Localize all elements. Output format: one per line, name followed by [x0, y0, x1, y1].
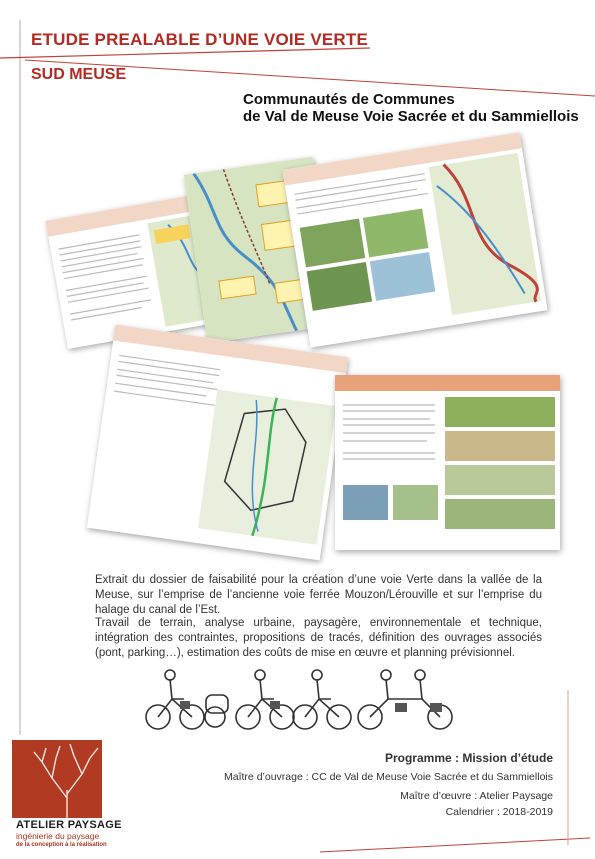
cyclists-illustration — [140, 665, 470, 735]
page-subtitle: SUD MEUSE — [31, 66, 127, 83]
tree-icon — [12, 740, 102, 818]
client-line-2: de Val de Meuse Voie Sacrée et du Sammiellois — [243, 108, 579, 125]
client-line-1: Communautés de Communes — [243, 91, 455, 108]
report-page-annexe — [282, 132, 547, 347]
logo-name: ATELIER PAYSAGE — [16, 819, 122, 831]
environment-illustration — [335, 375, 560, 550]
report-page-environment — [335, 375, 560, 550]
report-collage — [50, 140, 570, 560]
page-title: ETUDE PREALABLE D’UNE VOIE VERTE — [31, 30, 368, 49]
description-paragraph-2: Travail de terrain, analyse urbaine, paysagère, environnementale et technique, intégration des contraintes, propositions de tracés, définition des ouvrages associés (pont, parking…), estimation des coûts de mise en œuvre et planning prévisionnel. — [95, 617, 542, 659]
doc-header-bar — [335, 375, 560, 391]
maitre-oeuvre-line: Maître d’œuvre : Atelier Paysage — [400, 790, 553, 802]
maitre-ouvrage-line: Maître d’ouvrage : CC de Val de Meuse Voie Sacrée et du Sammiellois — [224, 771, 553, 783]
logo-tagline-2: de la conception à la réalisation — [16, 842, 107, 848]
logo-tagline-1: ingénierie du paysage — [16, 831, 100, 841]
client-name — [243, 91, 579, 125]
description-paragraph-1: Extrait du dossier de faisabilité pour la création d’une voie Verte dans la vallée de la Meuse, sur l’emprise de l’ancienne voie ferrée Mouzon/Lérouville et sur l’emprise du halage du canal de l’Est. — [95, 574, 542, 616]
logo-mark — [12, 740, 102, 818]
programme-line: Programme : Mission d’étude — [384, 751, 553, 765]
calendrier-line: Calendrier : 2018-2019 — [445, 806, 553, 818]
report-page-network — [87, 325, 348, 561]
